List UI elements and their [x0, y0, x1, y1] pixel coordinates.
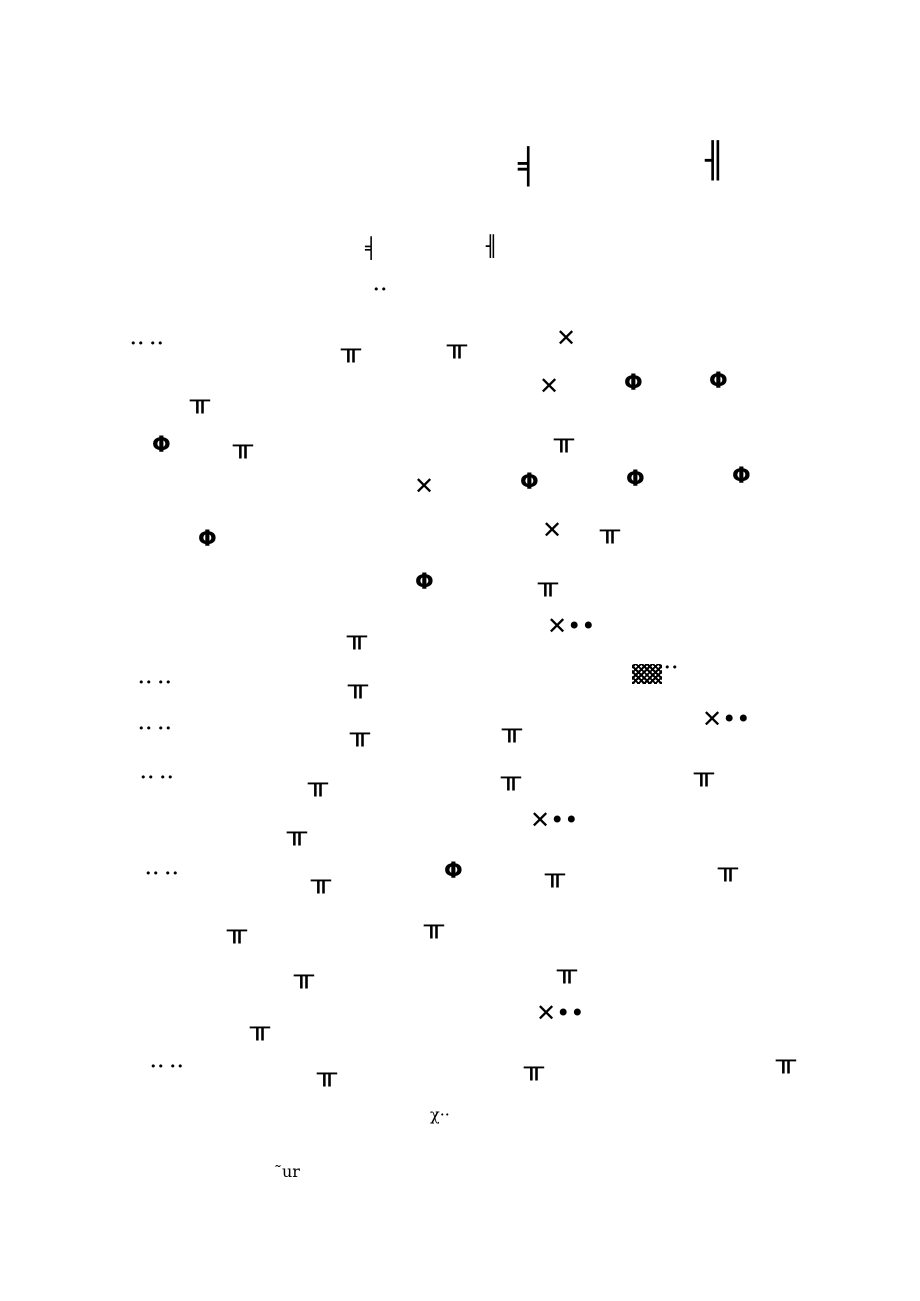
tee-symbol: ╥	[424, 914, 444, 939]
phi-symbol: Φ	[152, 433, 171, 458]
footer-ur-mark: ˜ur	[274, 1162, 300, 1181]
tee-symbol: ╥	[308, 772, 328, 797]
tee-symbol: ╥	[350, 722, 370, 747]
footer-chi-mark: χ··	[430, 1105, 450, 1124]
tee-symbol: ╥	[694, 762, 714, 787]
phi-symbol: Φ	[520, 470, 539, 495]
dots-mark: ••	[664, 661, 679, 674]
tee-symbol: ╥	[524, 1056, 544, 1081]
tee-symbol: ╥	[227, 919, 247, 944]
tee-symbol: ╥	[776, 1049, 796, 1074]
cross-dots-symbol: ✕••	[536, 999, 585, 1027]
phi-symbol: Φ	[444, 859, 463, 884]
tee-symbol: ╥	[233, 434, 253, 459]
cross-symbol: ✕	[556, 324, 577, 352]
phi-symbol: Φ	[626, 467, 645, 492]
cross-dots-symbol: ✕••	[547, 612, 596, 640]
tee-symbol: ╥	[501, 766, 521, 791]
dot-pair-mark: •• ••	[140, 771, 175, 784]
subheader-dots: ••	[373, 283, 388, 296]
header-symbol-left: ╡	[518, 147, 537, 187]
cross-symbol: ✕	[542, 516, 563, 544]
dot-pair-mark: •• ••	[138, 676, 173, 689]
hatched-block	[632, 664, 662, 684]
phi-symbol: Φ	[415, 570, 434, 595]
tee-symbol: ╥	[538, 572, 558, 597]
tee-symbol: ╥	[341, 338, 361, 363]
tee-symbol: ╥	[317, 1062, 337, 1087]
tee-symbol: ╥	[600, 519, 620, 544]
cross-dots-symbol: ✕••	[530, 806, 579, 834]
dot-pair-mark: •• ••	[145, 867, 180, 880]
tee-symbol: ╥	[190, 389, 210, 414]
tee-symbol: ╥	[250, 1016, 270, 1041]
cross-dots-symbol: ✕••	[702, 705, 751, 733]
tee-symbol: ╥	[294, 964, 314, 989]
dot-pair-mark: •• ••	[150, 1060, 185, 1073]
tee-symbol: ╥	[311, 869, 331, 894]
tee-symbol: ╥	[447, 334, 467, 359]
tee-symbol: ╥	[287, 821, 307, 846]
cross-symbol: ✕	[414, 472, 435, 500]
tee-symbol: ╥	[502, 718, 522, 743]
cross-symbol: ✕	[539, 372, 560, 400]
tee-symbol: ╥	[557, 959, 577, 984]
subheader-symbol-left: ╡	[365, 236, 378, 260]
tee-symbol: ╥	[554, 428, 574, 453]
phi-symbol: Φ	[624, 371, 643, 396]
tee-symbol: ╥	[347, 625, 367, 650]
dot-pair-mark: •• ••	[138, 722, 173, 735]
phi-symbol: Φ	[709, 369, 728, 394]
header-symbol-right: ╢	[705, 141, 724, 181]
subheader-symbol-right: ╢	[486, 234, 499, 258]
phi-symbol: Φ	[732, 464, 751, 489]
tee-symbol: ╥	[545, 863, 565, 888]
dot-pair-mark: •• ••	[130, 337, 165, 350]
phi-symbol: Φ	[198, 527, 217, 552]
tee-symbol: ╥	[718, 857, 738, 882]
tee-symbol: ╥	[348, 674, 368, 699]
